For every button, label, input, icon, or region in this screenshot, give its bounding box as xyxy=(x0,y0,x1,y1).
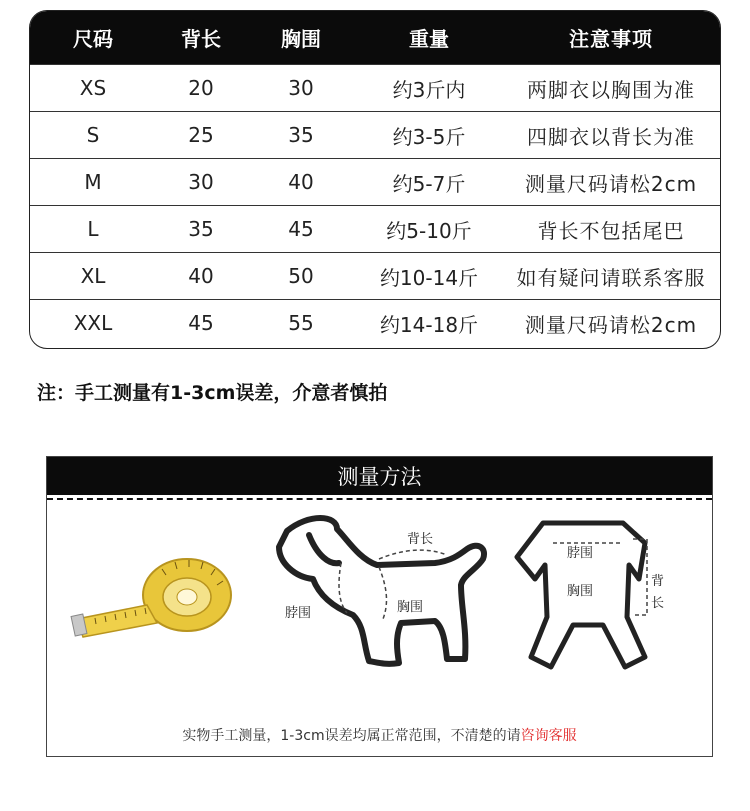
table-row xyxy=(30,64,720,111)
panel-title: 测量方法 xyxy=(47,457,712,495)
header-weight: 重量 xyxy=(409,27,449,51)
cell-note: 测量尺码请松2cm xyxy=(524,171,698,196)
garment-back-length-label xyxy=(651,573,668,611)
table-row xyxy=(30,299,720,346)
tape-measure-icon xyxy=(71,559,231,637)
garment-back-length-char-1: 背 xyxy=(651,574,665,589)
cell-note: 四脚衣以背长为准 xyxy=(527,124,695,149)
cell-size: XL xyxy=(80,264,106,288)
cell-chest: 45 xyxy=(288,217,314,241)
caption-text: 实物手工测量，1-3cm误差均属正常范围，不清楚的请 xyxy=(182,728,521,744)
dog-chest-label: 胸围 xyxy=(397,600,424,615)
header-chest: 胸围 xyxy=(281,27,321,51)
contact-service-link[interactable]: 咨询客服 xyxy=(520,728,577,744)
dog-diagram-icon xyxy=(279,518,484,664)
cell-weight: 约3斤内 xyxy=(392,77,466,102)
dog-neck-label: 脖围 xyxy=(285,606,312,621)
header-back-length: 背长 xyxy=(181,27,221,51)
cell-note: 测量尺码请松2cm xyxy=(524,312,698,337)
size-table-header xyxy=(30,11,720,64)
table-row xyxy=(30,111,720,158)
cell-back-length: 30 xyxy=(188,170,214,194)
cell-chest: 55 xyxy=(288,311,314,335)
cell-back-length: 40 xyxy=(188,264,214,288)
garment-chest-label: 胸围 xyxy=(567,584,594,599)
table-row xyxy=(30,252,720,299)
cell-size: L xyxy=(87,217,99,241)
dog-back-length-label: 背长 xyxy=(407,532,434,547)
cell-chest: 30 xyxy=(288,76,314,100)
cell-size: M xyxy=(84,170,102,194)
cell-chest: 35 xyxy=(288,123,314,147)
garment-back-length-char-2: 长 xyxy=(651,596,665,611)
measure-caption xyxy=(47,725,712,745)
cell-note: 背长不包括尾巴 xyxy=(537,218,685,243)
cell-back-length: 25 xyxy=(188,123,214,147)
table-row xyxy=(30,205,720,252)
cell-note: 如有疑问请联系客服 xyxy=(516,265,706,290)
cell-back-length: 35 xyxy=(188,217,214,241)
cell-chest: 40 xyxy=(288,170,314,194)
cell-note: 两脚衣以胸围为准 xyxy=(527,77,695,102)
cell-weight: 约3-5斤 xyxy=(392,124,466,149)
cell-weight: 约10-14斤 xyxy=(379,265,479,290)
measure-illustrations xyxy=(47,457,712,756)
measurement-error-note: 注：手工测量有1-3cm误差，介意者慎拍 xyxy=(37,382,388,404)
cell-back-length: 20 xyxy=(188,76,214,100)
cell-weight: 约5-7斤 xyxy=(392,171,466,196)
garment-neck-label: 脖围 xyxy=(567,546,594,561)
cell-weight: 约14-18斤 xyxy=(379,312,479,337)
cell-weight: 约5-10斤 xyxy=(386,218,472,243)
cell-back-length: 45 xyxy=(188,311,214,335)
cell-size: XS xyxy=(79,76,107,100)
cell-size: XXL xyxy=(73,311,113,335)
cell-chest: 50 xyxy=(288,264,314,288)
cell-size: S xyxy=(86,123,100,147)
header-size: 尺码 xyxy=(73,27,113,51)
size-table xyxy=(29,10,721,349)
header-notes: 注意事项 xyxy=(569,27,653,51)
measure-method-panel xyxy=(46,456,713,757)
table-row xyxy=(30,158,720,205)
